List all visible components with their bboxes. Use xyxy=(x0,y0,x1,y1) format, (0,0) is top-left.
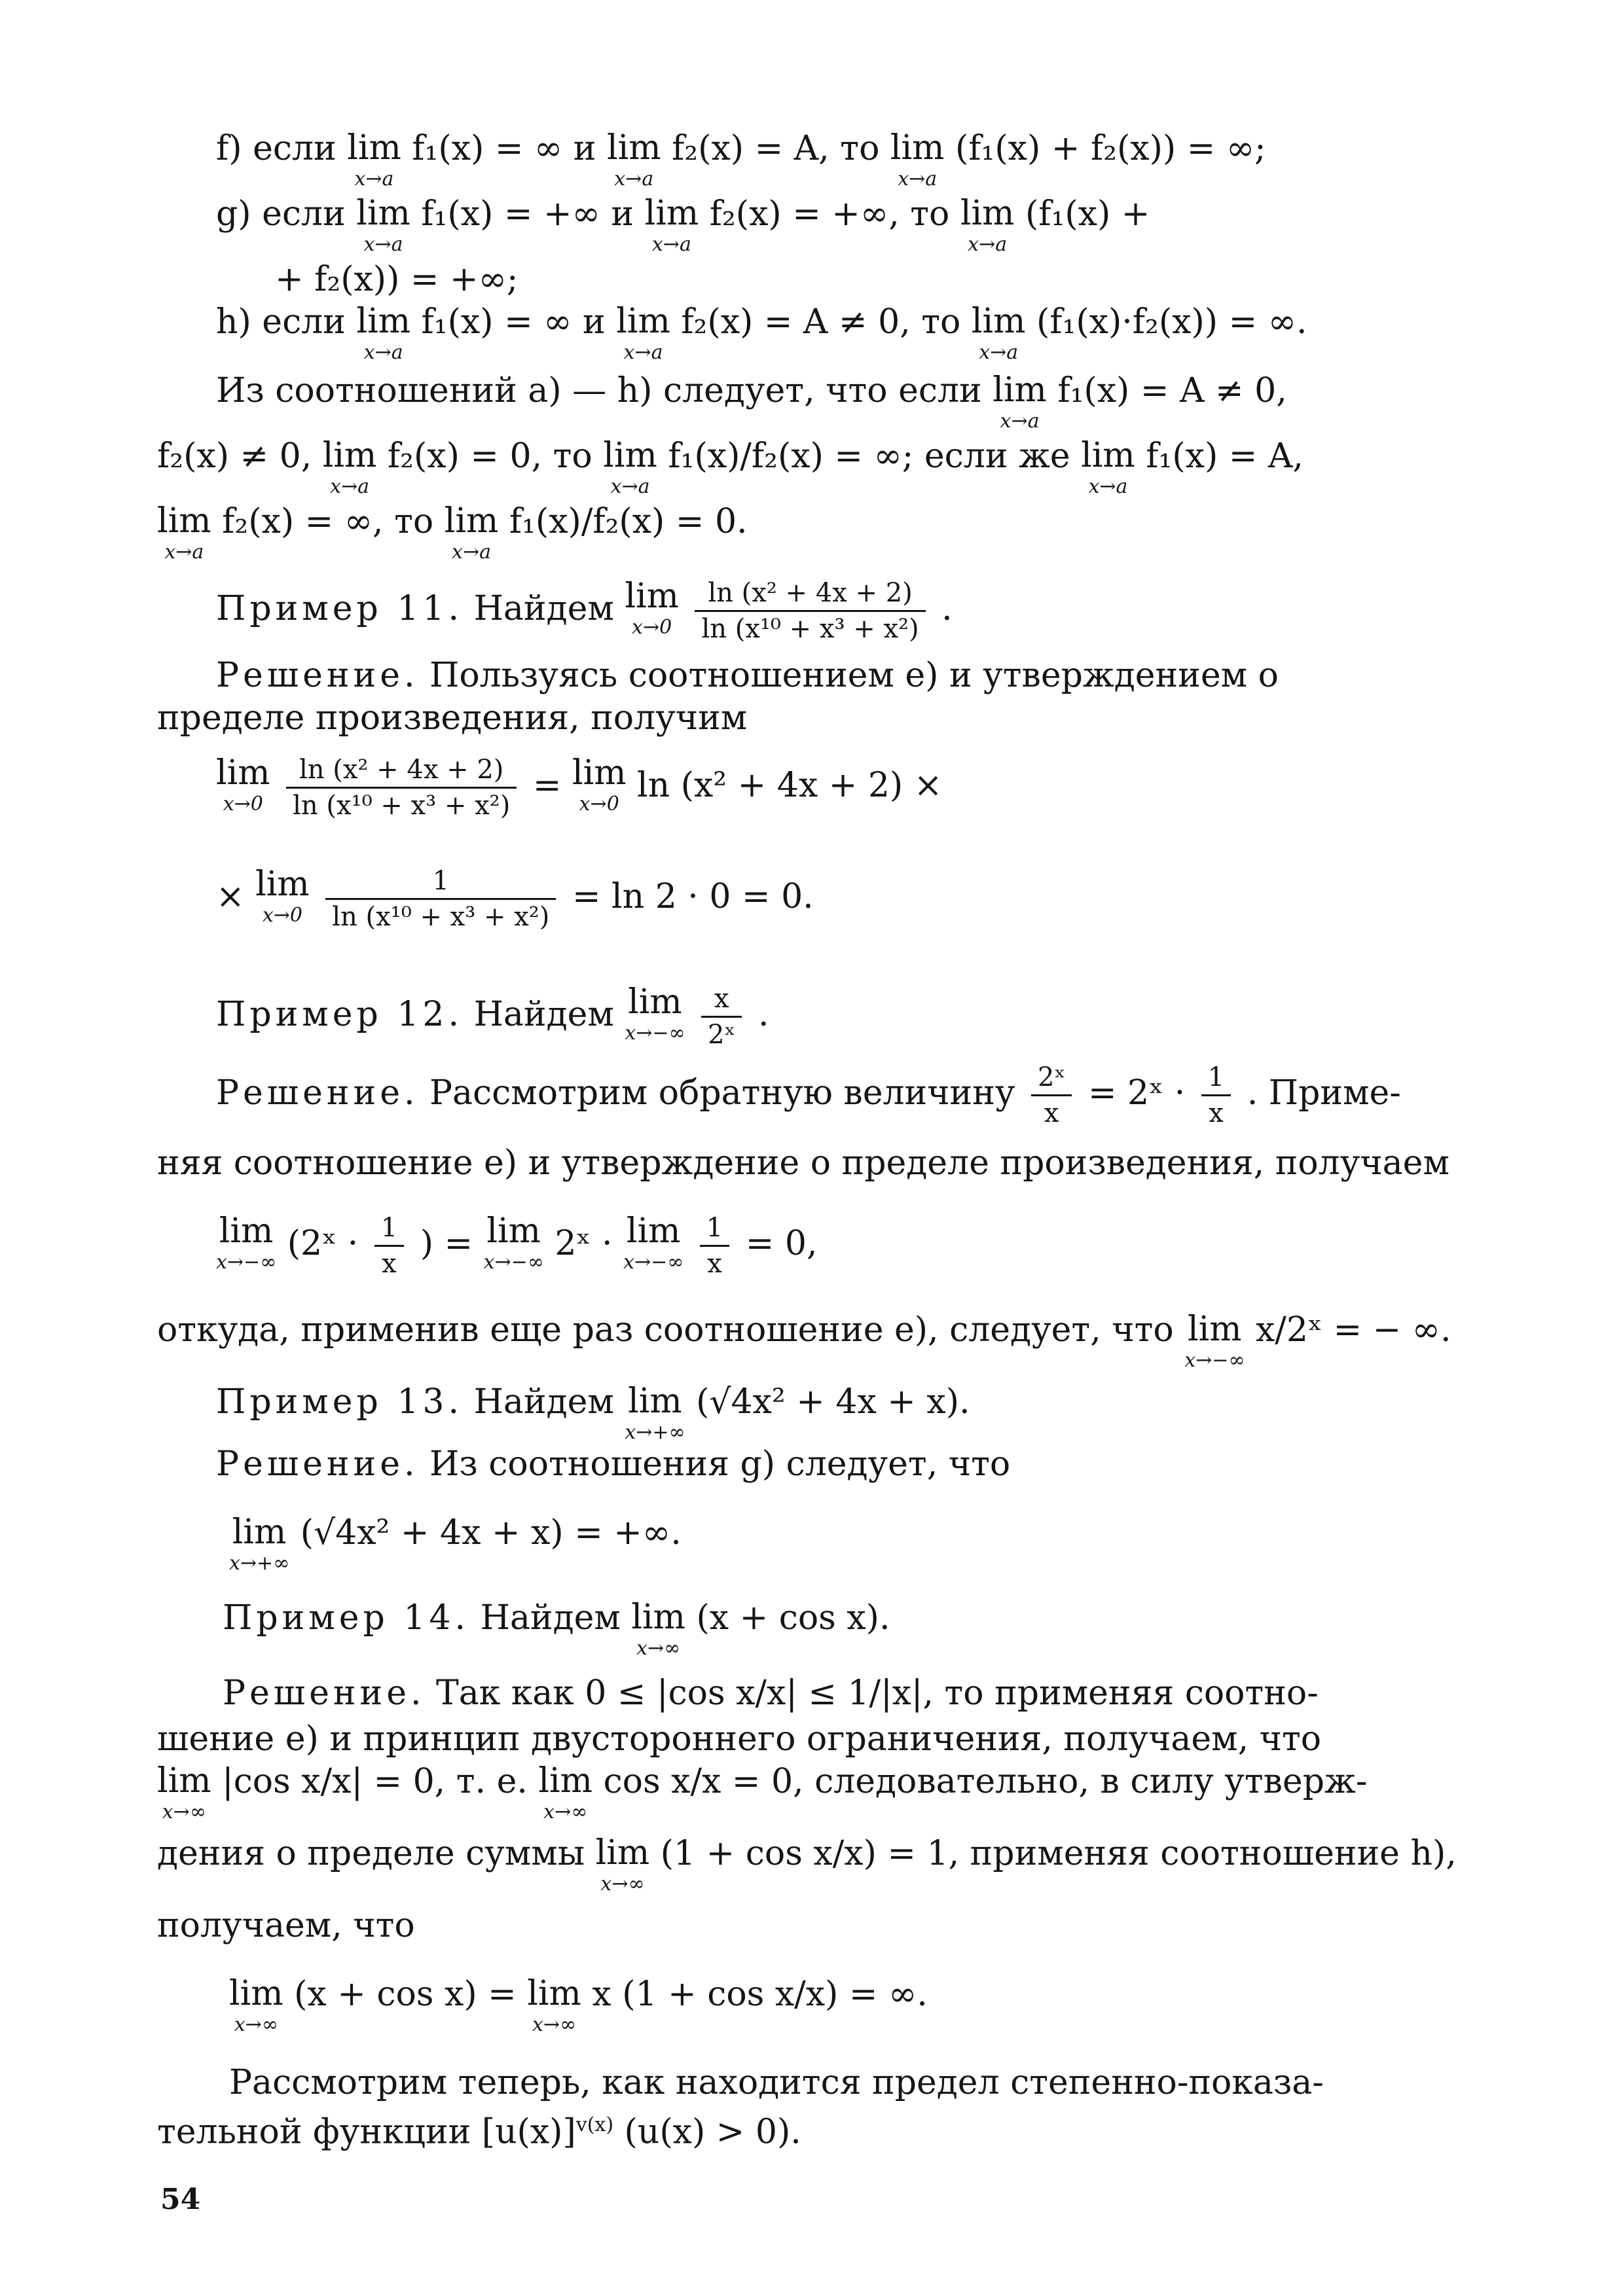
limit: lim x→a xyxy=(616,302,670,364)
text: f₁(x) = +∞ и xyxy=(421,194,634,234)
text: f₁(x) = ∞ и xyxy=(421,302,606,342)
solution-label: Решение. xyxy=(216,1073,419,1113)
equation-13 xyxy=(229,1512,682,1575)
text: няя соотношение е) и утверждение о пределе произведения, получаем xyxy=(157,1143,1450,1183)
limit: lim x→a xyxy=(356,302,411,364)
text: f₂(x) = A ≠ 0, то xyxy=(681,302,961,342)
text: f₂(x) = A, то xyxy=(672,129,880,168)
text: пределе произведения, получим xyxy=(157,698,748,738)
text: Из соотношений a) — h) следует, что если xyxy=(216,371,982,410)
text: f₂(x) = ∞, то xyxy=(222,502,434,541)
limit: lim x→a xyxy=(322,436,377,498)
fraction: $\frac{x}{\text{2ˣ}}$ xyxy=(701,982,742,1052)
text: ln (x² + 4x + 2) × xyxy=(637,766,943,805)
limit: lim x→a xyxy=(356,194,410,256)
text: (√4x² + 4x + x) = +∞. xyxy=(300,1513,682,1552)
limit: lim x→a xyxy=(444,501,499,564)
text: = ln 2 · 0 = 0. xyxy=(572,877,814,916)
text: + f₂(x)) = +∞; xyxy=(275,260,519,299)
limit: lim x→a xyxy=(1081,436,1135,498)
paragraph-line xyxy=(216,370,1287,433)
text: получаем, что xyxy=(157,1906,415,1945)
text: 2ˣ · xyxy=(555,1224,613,1263)
text: |cos x/x| = 0, т. е. xyxy=(222,1762,528,1801)
equation-11b xyxy=(216,864,814,934)
limit: lim x→0 xyxy=(216,753,270,816)
limit: lim x→0 xyxy=(572,753,627,816)
example-11 xyxy=(216,576,953,646)
paragraph-line xyxy=(157,435,1304,498)
text: Рассмотрим теперь, как находится предел степенно-показа- xyxy=(229,2063,1324,2102)
paragraph-line xyxy=(157,697,747,739)
limit: lim x→a xyxy=(971,302,1026,364)
rule-f xyxy=(216,128,1266,190)
text: h) если xyxy=(216,302,346,342)
equation-12 xyxy=(216,1211,817,1281)
fraction: $\frac{1}{x}$ xyxy=(700,1211,729,1281)
text: cos x/x = 0, следовательно, в силу утверж- xyxy=(603,1762,1368,1801)
text: Рассмотрим обратную величину xyxy=(429,1073,1015,1113)
text: Из соотношения g) следует, что xyxy=(429,1444,1011,1484)
solution-label: Решение. xyxy=(216,1444,419,1484)
text: Найдем xyxy=(473,995,614,1034)
solution-label: Решение. xyxy=(223,1674,426,1713)
limit: lim x→0 xyxy=(625,577,679,639)
text: f₁(x)/f₂(x) = 0. xyxy=(509,502,748,541)
solution-12 xyxy=(216,1060,1401,1130)
limit: lim x→a xyxy=(960,194,1015,256)
text: = 0, xyxy=(745,1224,818,1263)
equation-14 xyxy=(229,1973,928,2036)
example-label: Пример 13. xyxy=(216,1382,464,1422)
text: (1 + cos x/x) = 1, применяя соотношение h), xyxy=(660,1834,1457,1873)
fraction: $\frac{\text{ln (x² + 4x + 2)}}{\text{ln (x¹⁰ + x³ + x²)}}$ xyxy=(695,576,925,646)
text: f₂(x) = 0, то xyxy=(387,437,593,476)
page-number: 54 xyxy=(160,2183,201,2216)
text: (x + cos x). xyxy=(696,1598,890,1638)
limit: lim x→a xyxy=(890,128,945,190)
text: (√4x² + 4x + x). xyxy=(696,1382,970,1422)
text: . xyxy=(758,995,769,1034)
text: f) если xyxy=(216,129,337,168)
text: f₁(x)/f₂(x) = ∞; если же xyxy=(668,437,1070,476)
paragraph-line xyxy=(157,1833,1457,1895)
limit: lim x→∞ xyxy=(595,1833,650,1895)
text: × xyxy=(216,877,245,916)
example-14 xyxy=(223,1597,890,1660)
text: шение е) и принцип двустороннего ограничения, получаем, что xyxy=(157,1719,1322,1759)
text: (u(x) > 0). xyxy=(613,2112,801,2152)
limit: lim x→+∞ xyxy=(229,1513,290,1575)
text: Найдем xyxy=(473,589,614,628)
text: = 2ˣ · xyxy=(1087,1073,1186,1113)
limit: lim x→0 xyxy=(255,865,310,927)
text: (x + cos x) = xyxy=(294,1975,517,2014)
rule-h xyxy=(216,301,1307,364)
text: (f₁(x) + f₂(x)) = ∞; xyxy=(955,129,1266,168)
text: тельной функции [u(x)] xyxy=(157,2112,576,2152)
limit: lim x→a xyxy=(603,436,657,498)
text: Найдем xyxy=(473,1382,614,1422)
solution-14 xyxy=(223,1672,1319,1714)
text: (2ˣ · xyxy=(287,1224,359,1263)
text: дения о пределе суммы xyxy=(157,1834,585,1873)
paragraph-line xyxy=(157,1309,1451,1372)
limit: lim x→−∞ xyxy=(625,982,685,1045)
text: f₁(x) = ∞ и xyxy=(412,129,596,168)
text: (f₁(x) + xyxy=(1025,194,1150,234)
example-12 xyxy=(216,982,769,1052)
example-label: Пример 12. xyxy=(216,995,464,1034)
limit: lim x→−∞ xyxy=(623,1211,684,1274)
limit: lim x→−∞ xyxy=(216,1211,277,1274)
paragraph-line xyxy=(157,1905,415,1946)
rule-g xyxy=(216,193,1150,256)
fraction: $\frac{1}{x}$ xyxy=(374,1211,404,1281)
limit: lim x→a xyxy=(606,128,661,190)
text: f₂(x) = +∞, то xyxy=(709,194,950,234)
limit: lim x→a xyxy=(347,128,401,190)
text: откуда, применив еще раз соотношение е), следует, что xyxy=(157,1310,1174,1350)
text: x (1 + cos x/x) = ∞. xyxy=(592,1975,928,2014)
fraction: $\frac{1}{\text{ln (x¹⁰ + x³ + x²)}}$ xyxy=(325,864,556,934)
limit: lim x→∞ xyxy=(527,1974,581,2036)
solution-label: Решение. xyxy=(216,656,419,695)
limit: lim x→∞ xyxy=(157,1761,211,1823)
text: Найдем xyxy=(480,1598,621,1638)
equation-11a xyxy=(216,753,942,823)
text: Пользуясь соотношением e) и утверждением о xyxy=(429,656,1279,695)
text: f₁(x) = A ≠ 0, xyxy=(1057,371,1287,410)
limit: lim x→+∞ xyxy=(625,1382,685,1444)
limit: lim x→a xyxy=(993,370,1047,433)
text: f₂(x) ≠ 0, xyxy=(157,437,312,476)
fraction: $\frac{\text{2ˣ}}{x}$ xyxy=(1031,1060,1072,1130)
text: = xyxy=(532,766,562,805)
limit: lim x→∞ xyxy=(538,1761,593,1823)
text: . xyxy=(941,589,953,628)
rule-g-cont xyxy=(275,259,518,300)
text: (f₁(x)·f₂(x)) = ∞. xyxy=(1036,302,1307,342)
limit: lim x→∞ xyxy=(229,1974,283,2036)
example-label: Пример 11. xyxy=(216,589,464,628)
paragraph-line xyxy=(157,1761,1367,1823)
text: f₁(x) = A, xyxy=(1146,437,1304,476)
paragraph-line xyxy=(157,501,748,564)
text: . Приме- xyxy=(1247,1073,1401,1113)
superscript: v(x) xyxy=(575,2113,614,2136)
text: g) если xyxy=(216,194,346,234)
example-13 xyxy=(216,1381,970,1444)
text: x/2ˣ = − ∞. xyxy=(1255,1310,1451,1350)
limit: lim x→a xyxy=(157,501,211,564)
limit: lim x→a xyxy=(644,194,699,256)
fraction: $\frac{\text{ln (x² + 4x + 2)}}{\text{ln (x¹⁰ + x³ + x²)}}$ xyxy=(286,753,517,823)
limit: lim x→−∞ xyxy=(483,1211,544,1274)
text: Так как 0 ≤ |cos x/x| ≤ 1/|x|, то применяя соотно- xyxy=(436,1674,1319,1713)
paragraph-line xyxy=(157,1718,1321,1760)
fraction: $\frac{1}{x}$ xyxy=(1201,1060,1231,1130)
limit: lim x→−∞ xyxy=(1184,1310,1245,1372)
limit: lim x→∞ xyxy=(631,1598,685,1660)
paragraph-line xyxy=(229,2062,1324,2104)
paragraph-line xyxy=(157,2104,801,2153)
text: ) = xyxy=(420,1224,473,1263)
solution-13 xyxy=(216,1443,1010,1485)
example-label: Пример 14. xyxy=(223,1598,470,1638)
solution-11 xyxy=(216,655,1279,696)
paragraph-line xyxy=(157,1142,1450,1184)
